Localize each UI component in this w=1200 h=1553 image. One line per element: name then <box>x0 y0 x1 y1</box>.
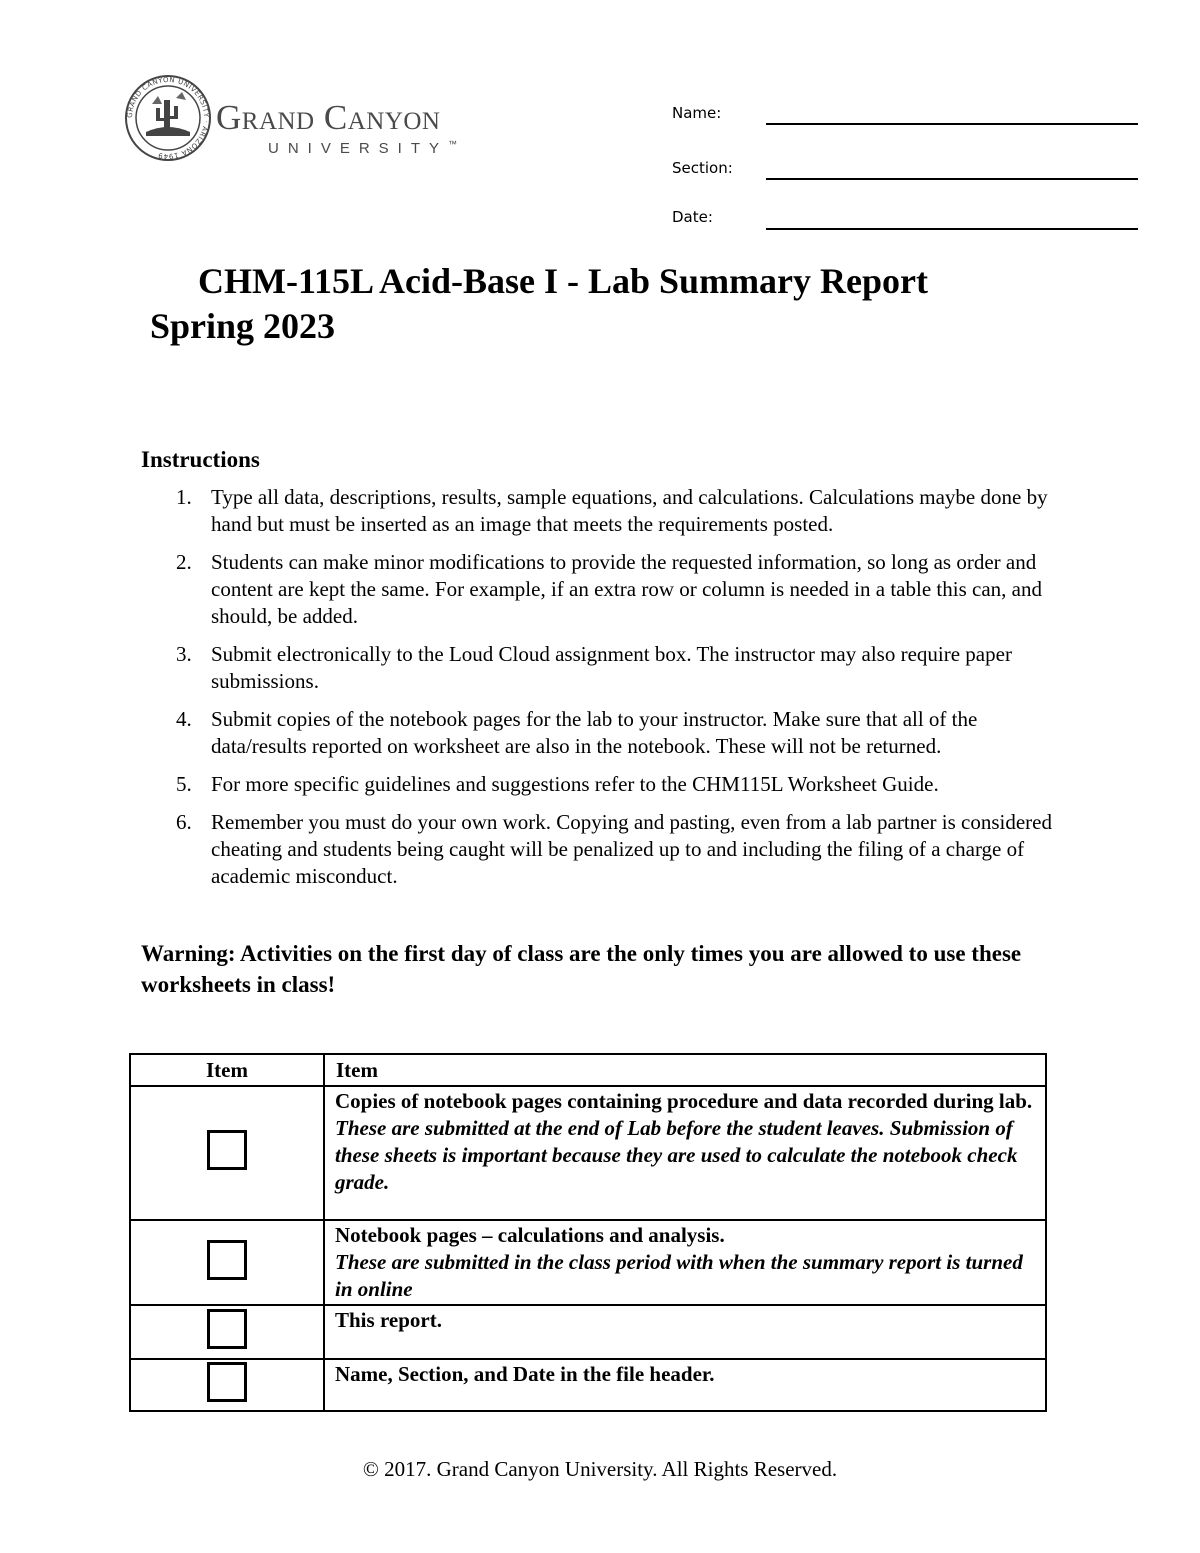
checklist-item-text: This report. <box>335 1308 442 1332</box>
instruction-item: 1. Type all data, descriptions, results, sample equations, and calculations. Calculations maybe done by hand but must be inserted as an image that meets the requirements posted. <box>176 485 1048 536</box>
copyright-footer: © 2017. Grand Canyon University. All Rights Reserved. <box>362 1457 838 1481</box>
checklist-row <box>130 1086 1046 1220</box>
checklist-item-text: Copies of notebook pages containing procedure and data recorded during lab. <box>335 1089 1033 1113</box>
checklist-item-text: Name, Section, and Date in the file header. <box>335 1362 715 1386</box>
logo-name: Grand Canyon <box>216 98 441 137</box>
checkbox-this-report[interactable] <box>207 1309 247 1349</box>
column-header-item: Item <box>324 1054 1046 1086</box>
instruction-item: 4. Submit copies of the notebook pages for the lab to your instructor. Make sure that all of the data/results reported on worksheet are also in the notebook. These will not be returned. <box>176 707 978 758</box>
university-seal-icon <box>124 74 212 162</box>
instruction-item: 2. Students can make minor modifications to provide the requested information, so long as order and content are kept the same. For example, if an extra row or column is needed in a table this can, and should, be added. <box>176 550 1042 628</box>
section-label: Section: <box>672 159 733 177</box>
report-term: Spring 2023 <box>150 306 336 346</box>
checklist-row <box>130 1220 1046 1305</box>
logo-subname: UNIVERSITY™ <box>268 139 458 157</box>
university-logo <box>124 74 514 162</box>
column-header-check: Item <box>130 1054 324 1086</box>
name-label: Name: <box>672 104 722 122</box>
name-field[interactable] <box>766 123 1138 125</box>
checklist-row <box>130 1359 1046 1411</box>
report-title: CHM-115L Acid-Base I - Lab Summary Report <box>198 261 929 301</box>
instructions-heading: Instructions <box>141 447 260 472</box>
checklist-item-note: These are submitted at the end of Lab before the student leaves. Submission of these sheets is important because they are used to calculate the notebook check grade. <box>335 1116 1018 1194</box>
instruction-item: 6. Remember you must do your own work. Copying and pasting, even from a lab partner is considered cheating and students being caught will be penalized up to and including the filing of a charge of academic misconduct. <box>176 810 1052 888</box>
warning-text: Warning: Activities on the first day of class are the only times you are allowed to use these worksheets in class! <box>141 941 1022 997</box>
checkbox-file-header[interactable] <box>207 1362 247 1402</box>
instruction-item: 3. Submit electronically to the Loud Cloud assignment box. The instructor may also require paper submissions. <box>176 642 1012 693</box>
checklist-header-row <box>130 1054 1046 1086</box>
submission-checklist <box>129 1053 1047 1412</box>
checklist-item-note: These are submitted in the class period with when the summary report is turned in online <box>335 1250 1023 1301</box>
date-label: Date: <box>672 208 713 226</box>
checkbox-notebook-copies[interactable] <box>207 1130 247 1170</box>
instruction-item: 5. For more specific guidelines and suggestions refer to the CHM115L Worksheet Guide. <box>176 772 939 796</box>
seal-text: GRAND CANYON UNIVERSITY · ARIZONA 1949 <box>125 75 211 161</box>
checkbox-notebook-calculations[interactable] <box>207 1240 247 1280</box>
date-field[interactable] <box>766 228 1138 230</box>
instructions-list <box>141 484 1071 901</box>
checklist-item-text: Notebook pages – calculations and analysis. <box>335 1223 725 1247</box>
section-field[interactable] <box>766 178 1138 180</box>
checklist-row <box>130 1305 1046 1359</box>
